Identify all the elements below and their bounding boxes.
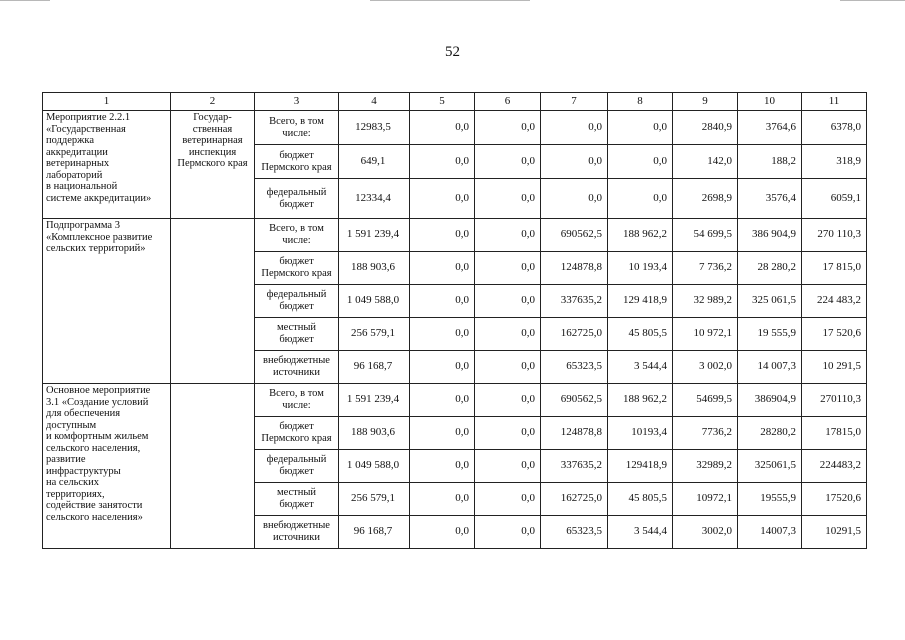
amount-cell-col-9: 32 989,2 [673, 285, 738, 318]
amount-cell-col-5: 0,0 [410, 351, 475, 384]
amount-cell-col-11: 17 520,6 [802, 318, 867, 351]
funding-source-cell [255, 219, 339, 252]
funding-source-cell [255, 179, 339, 219]
column-number-row [43, 93, 867, 111]
funding-source-line: федеральный [266, 289, 327, 300]
amount-cell-col-8: 3 544,4 [608, 351, 673, 384]
measure-name-line: в национальной [46, 181, 118, 192]
amount-cell-col-8: 10193,4 [608, 417, 673, 450]
amount-cell-col-4: 649,1 [339, 145, 410, 179]
amount-cell-col-7: 0,0 [541, 179, 608, 219]
page-number: 52 [445, 44, 460, 60]
measure-name-line: сельского населения» [46, 511, 143, 523]
amount-cell-col-7: 0,0 [541, 145, 608, 179]
funding-source-cell [255, 318, 339, 351]
amount-cell-col-9: 7736,2 [673, 417, 738, 450]
amount-cell-col-4: 12983,5 [339, 111, 410, 145]
amount-cell-col-4: 256 579,1 [339, 318, 410, 351]
funding-source-cell [255, 351, 339, 384]
amount-cell-col-9: 2698,9 [673, 179, 738, 219]
amount-cell-col-7: 690562,5 [541, 384, 608, 417]
measure-name-line: сельского населения, [46, 442, 141, 454]
amount-cell-col-11: 10291,5 [802, 516, 867, 549]
measure-name-line: для обеспечения [46, 408, 121, 419]
amount-cell-col-11: 270 110,3 [802, 219, 867, 252]
funding-source-line: Пермского края [261, 268, 332, 279]
amount-cell-col-5: 0,0 [410, 483, 475, 516]
measure-name-cell [43, 384, 171, 549]
amount-cell-col-11: 224483,2 [802, 450, 867, 483]
measure-name-line: системе аккредитации» [46, 192, 152, 204]
amount-cell-col-10: 3764,6 [738, 111, 802, 145]
table-row [43, 111, 867, 145]
amount-cell-col-11: 270110,3 [802, 384, 867, 417]
amount-cell-col-9: 54699,5 [673, 384, 738, 417]
column-number-2: 2 [171, 93, 255, 111]
amount-cell-col-8: 0,0 [608, 111, 673, 145]
amount-cell-col-4: 12334,4 [339, 179, 410, 219]
amount-cell-col-4: 1 049 588,0 [339, 285, 410, 318]
table-body [43, 93, 867, 549]
funding-source-line: местный [276, 487, 317, 498]
amount-cell-col-10: 386 904,9 [738, 219, 802, 252]
amount-cell-col-10: 325061,5 [738, 450, 802, 483]
amount-cell-col-9: 54 699,5 [673, 219, 738, 252]
amount-cell-col-9: 10972,1 [673, 483, 738, 516]
column-number-9: 9 [673, 93, 738, 111]
measure-name-line: поддержка [46, 135, 95, 146]
amount-cell-col-10: 386904,9 [738, 384, 802, 417]
funding-source-cell [255, 111, 339, 145]
measure-name-line: Основное мероприятие [46, 385, 151, 396]
executor-line: ветеринарная [182, 135, 243, 146]
amount-cell-col-10: 28 280,2 [738, 252, 802, 285]
funding-source-line: числе: [282, 235, 311, 246]
amount-cell-col-6: 0,0 [475, 318, 541, 351]
amount-cell-col-6: 0,0 [475, 285, 541, 318]
funding-source-line: бюджет [279, 466, 314, 477]
amount-cell-col-9: 3 002,0 [673, 351, 738, 384]
funding-source-cell [255, 516, 339, 549]
measure-name-line: «Государственная [46, 123, 126, 135]
amount-cell-col-6: 0,0 [475, 483, 541, 516]
measure-name-line: развитие [46, 454, 86, 465]
measure-name-cell [43, 111, 171, 219]
amount-cell-col-6: 0,0 [475, 384, 541, 417]
funding-source-line: Всего, в том [269, 115, 324, 127]
amount-cell-col-4: 256 579,1 [339, 483, 410, 516]
amount-cell-col-8: 45 805,5 [608, 483, 673, 516]
amount-cell-col-6: 0,0 [475, 450, 541, 483]
amount-cell-col-9: 32989,2 [673, 450, 738, 483]
amount-cell-col-5: 0,0 [410, 219, 475, 252]
amount-cell-col-7: 162725,0 [541, 318, 608, 351]
amount-cell-col-6: 0,0 [475, 111, 541, 145]
measure-name-line: Подпрограмма 3 [46, 220, 120, 231]
amount-cell-col-7: 124878,8 [541, 417, 608, 450]
funding-source-line: числе: [282, 400, 311, 411]
executor-cell [171, 219, 255, 384]
column-number-7: 7 [541, 93, 608, 111]
funding-source-line: Всего, в том [269, 223, 324, 234]
amount-cell-col-4: 188 903,6 [339, 252, 410, 285]
amount-cell-col-8: 3 544,4 [608, 516, 673, 549]
executor-line: Государ- [193, 112, 232, 123]
amount-cell-col-11: 17 815,0 [802, 252, 867, 285]
amount-cell-col-11: 17520,6 [802, 483, 867, 516]
amount-cell-col-11: 6378,0 [802, 111, 867, 145]
top-edge-line-center [370, 0, 530, 1]
amount-cell-col-9: 2840,9 [673, 111, 738, 145]
amount-cell-col-5: 0,0 [410, 516, 475, 549]
column-number-6: 6 [475, 93, 541, 111]
amount-cell-col-7: 124878,8 [541, 252, 608, 285]
amount-cell-col-5: 0,0 [410, 450, 475, 483]
top-edge-line-right [840, 0, 905, 1]
funding-source-line: бюджет [279, 149, 314, 161]
amount-cell-col-5: 0,0 [410, 179, 475, 219]
amount-cell-col-7: 337635,2 [541, 450, 608, 483]
measure-name-line: инфраструктуры [46, 465, 121, 477]
amount-cell-col-8: 188 962,2 [608, 219, 673, 252]
column-number-5: 5 [410, 93, 475, 111]
amount-cell-col-6: 0,0 [475, 516, 541, 549]
executor-line: Пермского края [177, 158, 248, 169]
amount-cell-col-6: 0,0 [475, 417, 541, 450]
funding-source-cell [255, 285, 339, 318]
amount-cell-col-10: 19 555,9 [738, 318, 802, 351]
measure-name-line: Мероприятие 2.2.1 [46, 112, 131, 123]
amount-cell-col-7: 65323,5 [541, 351, 608, 384]
column-number-3: 3 [255, 93, 339, 111]
amount-cell-col-10: 14007,3 [738, 516, 802, 549]
funding-source-line: бюджет [279, 499, 314, 510]
column-number-4: 4 [339, 93, 410, 111]
measure-name-line: территориях, [46, 488, 105, 500]
amount-cell-col-5: 0,0 [410, 318, 475, 351]
top-edge-line-left [0, 0, 50, 1]
funding-source-line: внебюджетные [263, 355, 330, 366]
amount-cell-col-8: 0,0 [608, 145, 673, 179]
measure-name-line: сельских территорий» [46, 243, 146, 254]
amount-cell-col-6: 0,0 [475, 252, 541, 285]
amount-cell-col-6: 0,0 [475, 351, 541, 384]
amount-cell-col-4: 1 591 239,4 [339, 384, 410, 417]
measure-name-line: ветеринарных [46, 158, 110, 169]
table-row [43, 384, 867, 417]
amount-cell-col-5: 0,0 [410, 417, 475, 450]
amount-cell-col-5: 0,0 [410, 384, 475, 417]
executor-cell [171, 111, 255, 219]
amount-cell-col-6: 0,0 [475, 179, 541, 219]
amount-cell-col-4: 1 591 239,4 [339, 219, 410, 252]
measure-name-line: лабораторий [46, 169, 103, 181]
amount-cell-col-10: 28280,2 [738, 417, 802, 450]
funding-source-line: бюджет [279, 198, 314, 210]
funding-source-line: источники [273, 367, 320, 378]
amount-cell-col-11: 224 483,2 [802, 285, 867, 318]
amount-cell-col-10: 325 061,5 [738, 285, 802, 318]
funding-source-line: бюджет [279, 334, 314, 345]
amount-cell-col-4: 188 903,6 [339, 417, 410, 450]
amount-cell-col-6: 0,0 [475, 145, 541, 179]
funding-source-line: местный [276, 322, 317, 333]
funding-source-cell [255, 145, 339, 179]
funding-source-line: бюджет [279, 301, 314, 312]
amount-cell-col-7: 690562,5 [541, 219, 608, 252]
measure-name-line: и комфортным жильем [46, 431, 149, 442]
amount-cell-col-8: 45 805,5 [608, 318, 673, 351]
funding-source-cell [255, 252, 339, 285]
column-number-1: 1 [43, 93, 171, 111]
funding-source-cell [255, 417, 339, 450]
amount-cell-col-11: 10 291,5 [802, 351, 867, 384]
amount-cell-col-10: 19555,9 [738, 483, 802, 516]
measure-name-line: доступным [46, 419, 97, 431]
funding-source-cell [255, 483, 339, 516]
measure-name-line: аккредитации [46, 146, 108, 158]
funding-source-line: бюджет [279, 421, 314, 432]
executor-line: инспекция [188, 146, 237, 158]
amount-cell-col-8: 129418,9 [608, 450, 673, 483]
amount-cell-col-9: 3002,0 [673, 516, 738, 549]
amount-cell-col-8: 0,0 [608, 179, 673, 219]
amount-cell-col-9: 142,0 [673, 145, 738, 179]
funding-source-cell [255, 384, 339, 417]
amount-cell-col-8: 10 193,4 [608, 252, 673, 285]
funding-source-line: источники [273, 532, 320, 543]
amount-cell-col-11: 17815,0 [802, 417, 867, 450]
amount-cell-col-9: 7 736,2 [673, 252, 738, 285]
column-number-10: 10 [738, 93, 802, 111]
funding-source-line: Всего, в том [269, 388, 324, 399]
amount-cell-col-11: 318,9 [802, 145, 867, 179]
funding-source-line: числе: [282, 127, 311, 139]
amount-cell-col-10: 3576,4 [738, 179, 802, 219]
amount-cell-col-7: 337635,2 [541, 285, 608, 318]
funding-source-line: Пермского края [261, 161, 332, 173]
funding-source-line: федеральный [266, 454, 327, 465]
amount-cell-col-7: 0,0 [541, 111, 608, 145]
amount-cell-col-8: 129 418,9 [608, 285, 673, 318]
column-number-11: 11 [802, 93, 867, 111]
amount-cell-col-5: 0,0 [410, 252, 475, 285]
amount-cell-col-4: 1 049 588,0 [339, 450, 410, 483]
amount-cell-col-7: 65323,5 [541, 516, 608, 549]
executor-line: ственная [192, 123, 233, 135]
amount-cell-col-7: 162725,0 [541, 483, 608, 516]
executor-cell [171, 384, 255, 549]
measure-name-line: 3.1 «Создание условий [46, 396, 149, 408]
amount-cell-col-11: 6059,1 [802, 179, 867, 219]
measure-name-line: «Комплексное развитие [46, 231, 153, 243]
amount-cell-col-8: 188 962,2 [608, 384, 673, 417]
amount-cell-col-5: 0,0 [410, 285, 475, 318]
amount-cell-col-5: 0,0 [410, 145, 475, 179]
program-funding-table [42, 92, 867, 549]
funding-source-cell [255, 450, 339, 483]
funding-source-line: федеральный [266, 186, 327, 198]
table-row [43, 219, 867, 252]
column-number-8: 8 [608, 93, 673, 111]
funding-source-line: Пермского края [261, 433, 332, 444]
amount-cell-col-10: 14 007,3 [738, 351, 802, 384]
measure-name-cell [43, 219, 171, 384]
funding-source-line: внебюджетные [263, 520, 330, 531]
amount-cell-col-5: 0,0 [410, 111, 475, 145]
measure-name-line: на сельских [46, 477, 100, 488]
funding-source-line: бюджет [279, 256, 314, 267]
amount-cell-col-4: 96 168,7 [339, 516, 410, 549]
amount-cell-col-10: 188,2 [738, 145, 802, 179]
measure-name-line: содействие занятости [46, 500, 143, 511]
amount-cell-col-4: 96 168,7 [339, 351, 410, 384]
amount-cell-col-6: 0,0 [475, 219, 541, 252]
amount-cell-col-9: 10 972,1 [673, 318, 738, 351]
